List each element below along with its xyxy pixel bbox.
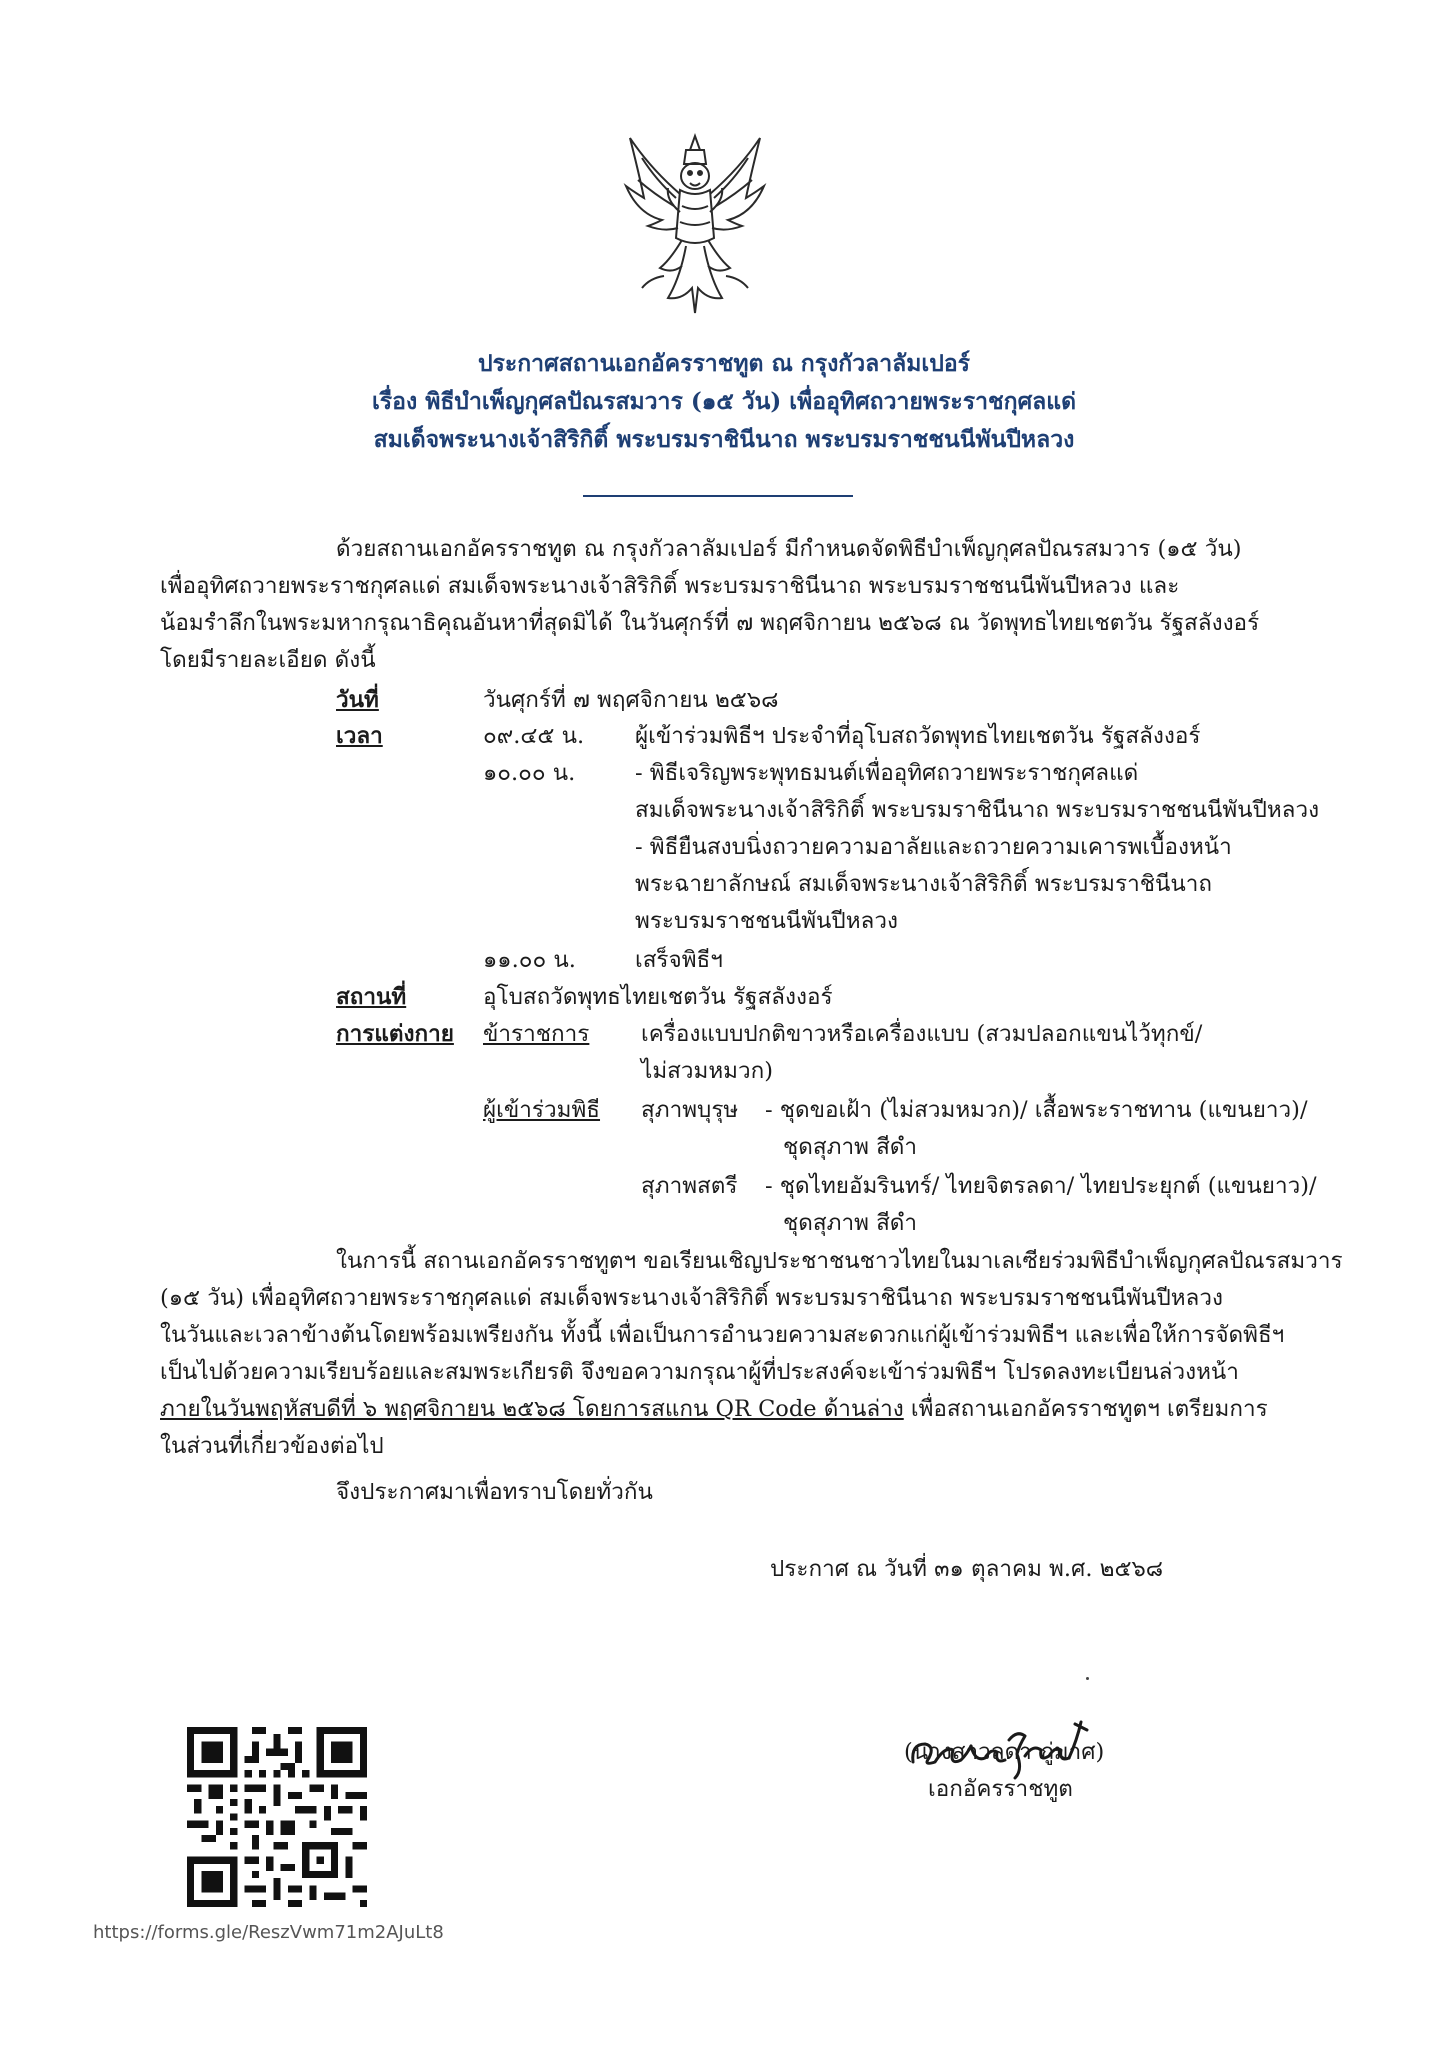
scan-speck [1086,1677,1089,1680]
document-subject-line2: สมเด็จพระนางเจ้าสิริกิติ์ พระบรมราชินีนาถ พระบรมราชชนนีพันปีหลวง [373,426,1075,453]
time-2-desc-1: - พิธีเจริญพระพุทธมนต์เพื่ออุทิศถวายพระราชกุศลแด่ [635,760,1139,786]
women-desc-2: ชุดสุภาพ สีดำ [783,1210,918,1236]
time-2-desc-5: พระบรมราชชนนีพันปีหลวง [635,908,898,934]
men-desc-1: - ชุดขอเฝ้า (ไม่สวมหมวก)/ เสื้อพระราชทาน (แขนยาว)/ [765,1097,1308,1123]
garuda-emblem-icon [620,128,770,328]
official-desc-2: ไม่สวมหมวก) [641,1058,774,1084]
signatory-title: เอกอัครราชทูต [928,1776,1073,1802]
qr-code[interactable] [187,1727,367,1907]
registration-deadline: ภายในวันพฤหัสบดีที่ ๖ พฤศจิกายน ๒๕๖๘ โดยการสแกน QR Code ด้านล่าง [160,1396,904,1422]
time-2-desc-2: สมเด็จพระนางเจ้าสิริกิติ์ พระบรมราชินีนาถ พระบรมราชชนนีพันปีหลวง [635,797,1320,823]
time-label: เวลา [336,723,383,749]
header-divider [583,495,853,497]
time-2: ๑๐.๐๐ น. [483,760,576,786]
signatory-name: (นางสาวลดา ภู่มาศ) [904,1739,1105,1765]
document-subject: เรื่อง พิธีบำเพ็ญกุศลปัณรสมวาร (๑๕ วัน) เพื่ออุทิศถวายพระราชกุศลแด่ [371,388,1077,415]
intro-line-4: โดยมีรายละเอียด ดังนี้ [160,647,376,673]
invite-line-1: ในการนี้ สถานเอกอัครราชทูตฯ ขอเรียนเชิญประชาชนชาวไทยในมาเลเซียร่วมพิธีบำเพ็ญกุศลปัณรสมวาร [336,1248,1343,1274]
women-label: สุภาพสตรี [641,1173,738,1199]
date-value: วันศุกร์ที่ ๗ พฤศจิกายน ๒๕๖๘ [483,687,779,713]
time-1: ๐๙.๔๕ น. [483,723,585,749]
intro-line-2: เพื่ออุทิศถวายพระราชกุศลแด่ สมเด็จพระนางเจ้าสิริกิติ์ พระบรมราชินีนาถ พระบรมราชชนนีพันปีหลวง และ [160,573,1180,599]
time-2-desc-4: พระฉายาลักษณ์ สมเด็จพระนางเจ้าสิริกิติ์ พระบรมราชินีนาถ [635,871,1213,897]
registration-url[interactable]: https://forms.gle/ReszVwm71m2AJuLt8 [93,1922,444,1943]
place-label: สถานที่ [336,984,407,1010]
place-value: อุโบสถวัดพุทธไทยเชตวัน รัฐสลังงอร์ [483,984,833,1010]
invite-line-2: (๑๕ วัน) เพื่ออุทิศถวายพระราชกุศลแด่ สมเด็จพระนางเจ้าสิริกิติ์ พระบรมราชินีนาถ พระบรมราชชนนีพันปีหลวง [160,1285,1223,1311]
invite-line-6: ในส่วนที่เกี่ยวข้องต่อไป [160,1433,384,1459]
invite-line-4: เป็นไปด้วยความเรียบร้อยและสมพระเกียรติ จึงขอความกรุณาผู้ที่ประสงค์จะเข้าร่วมพิธีฯ โปรดลงทะเบียนล่วงหน้า [160,1359,1239,1385]
men-desc-2: ชุดสุภาพ สีดำ [783,1134,918,1160]
date-label: วันที่ [336,687,379,713]
invite-line-5-rest: เพื่อสถานเอกอัครราชทูตฯ เตรียมการ [903,1396,1268,1422]
intro-line-1: ด้วยสถานเอกอัครราชทูต ณ กรุงกัวลาลัมเปอร์ มีกำหนดจัดพิธีบำเพ็ญกุศลปัณรสมวาร (๑๕ วัน) [336,536,1242,562]
attendee-label: ผู้เข้าร่วมพิธี [483,1097,601,1123]
document-title: ประกาศสถานเอกอัครราชทูต ณ กรุงกัวลาลัมเปอร์ [477,350,971,377]
dress-label: การแต่งกาย [336,1021,454,1047]
invite-line-5 [160,1391,1268,1429]
women-desc-1: - ชุดไทยอัมรินทร์/ ไทยจิตรลดา/ ไทยประยุกต์ (แขนยาว)/ [765,1173,1317,1199]
official-label: ข้าราชการ [483,1021,590,1047]
time-2-desc-3: - พิธียืนสงบนิ่งถวายความอาลัยและถวายความเคารพเบื้องหน้า [635,834,1232,860]
official-desc-1: เครื่องแบบปกติขาวหรือเครื่องแบบ (สวมปลอกแขนไว้ทุกข์/ [641,1021,1203,1047]
invite-line-3: ในวันและเวลาข้างต้นโดยพร้อมเพรียงกัน ทั้งนี้ เพื่อเป็นการอำนวยความสะดวกแก่ผู้เข้าร่วมพิธีฯ และเพื่อให้การจัดพิธีฯ [160,1322,1285,1348]
announcement-date: ประกาศ ณ วันที่ ๓๑ ตุลาคม พ.ศ. ๒๕๖๘ [770,1556,1164,1582]
men-label: สุภาพบุรุษ [641,1097,739,1123]
closing-statement: จึงประกาศมาเพื่อทราบโดยทั่วกัน [336,1479,653,1505]
intro-line-3: น้อมรำลึกในพระมหากรุณาธิคุณอันหาที่สุดมิได้ ในวันศุกร์ที่ ๗ พฤศจิกายน ๒๕๖๘ ณ วัดพุทธไทยเชตวัน รัฐสลังงอร์ [160,610,1260,636]
time-1-desc: ผู้เข้าร่วมพิธีฯ ประจำที่อุโบสถวัดพุทธไทยเชตวัน รัฐสลังงอร์ [635,723,1201,749]
time-3: ๑๑.๐๐ น. [483,947,576,973]
time-3-desc: เสร็จพิธีฯ [635,947,723,973]
